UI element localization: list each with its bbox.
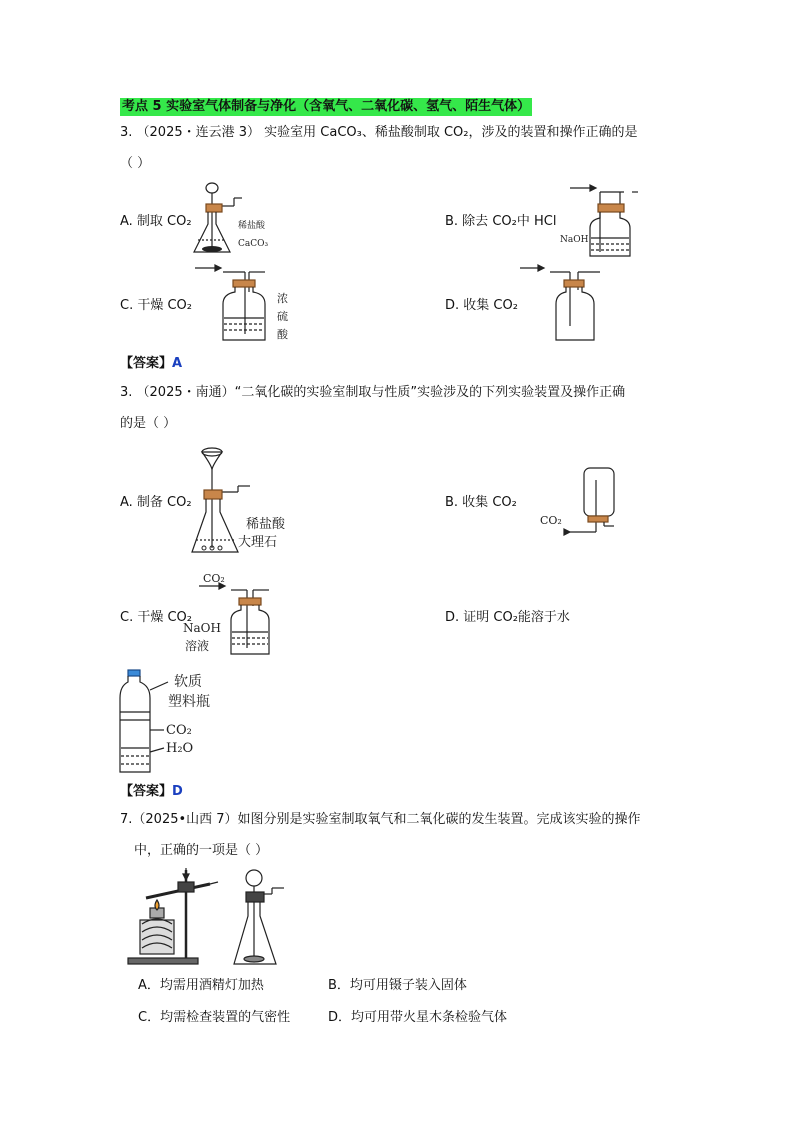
q1-figa-label-caco3: CaCO₃ [238, 239, 269, 249]
q1-figc-label-1: 浓 [277, 292, 288, 305]
q2-figb-label-co2: CO₂ [540, 514, 562, 527]
q2-figd-label-bottle: 塑料瓶 [168, 694, 210, 710]
q3-stem-line1: 7.（2025•山西 7）如图分别是实验室制取氧气和二氧化碳的发生装置。完成该实验的操作 [120, 812, 641, 827]
q1-figa-label-acid: 稀盐酸 [238, 221, 266, 231]
q2-stem-line2: 的是（ ） [120, 416, 177, 431]
q1-stem-line1: 3. （2025・连云港 3） 实验室用 CaCO₃、稀盐酸制取 CO₂，涉及的装置和操作正确的是 [120, 125, 638, 140]
q1-figb-label-naoh: NaOH [560, 235, 589, 245]
q2-answer [120, 780, 183, 799]
q1-figure-d-bottle [520, 262, 610, 344]
q3-option-b: B．均可用镊子装入固体 [328, 978, 467, 993]
q1-figure-c-bottle [195, 262, 305, 344]
q2-option-b: B. 收集 CO₂ [445, 495, 517, 510]
q1-answer [120, 352, 182, 371]
q2-figure-c-bottle [183, 570, 305, 660]
q1-option-c: C. 干燥 CO₂ [120, 298, 192, 313]
q2-figc-label-naoh: NaOH [183, 621, 221, 635]
q1-answer-tag: 【答案】 [120, 356, 173, 371]
q1-option-a: A. 制取 CO₂ [120, 214, 192, 229]
q1-option-d: D. 收集 CO₂ [445, 298, 518, 313]
q2-figure-a-flask [190, 440, 300, 560]
q2-figure-b-bottle [540, 466, 630, 538]
q2-answer-tag: 【答案】 [120, 784, 173, 799]
q2-figure-d-bottle [118, 668, 238, 778]
q3-figure-apparatus [128, 864, 298, 968]
q2-stem-line1: 3. （2025・南通）“二氧化碳的实验室制取与性质”实验涉及的下列实验装置及操作正确 [120, 385, 626, 400]
q2-figd-label-co2: CO₂ [166, 723, 192, 738]
q1-figc-label-3: 酸 [277, 328, 288, 341]
q1-option-b: B. 除去 CO₂中 HCl [445, 214, 557, 229]
q2-figc-label-co2: CO₂ [203, 572, 225, 585]
q3-option-a: A．均需用酒精灯加热 [138, 978, 264, 993]
q1-answer-value: A [172, 356, 183, 371]
q2-figa-label-acid: 稀盐酸 [246, 517, 286, 532]
q2-figd-label-soft: 软质 [174, 674, 202, 690]
q2-option-a: A. 制备 CO₂ [120, 495, 192, 510]
q3-stem-line2: 中，正确的一项是（ ） [134, 843, 269, 858]
q2-option-d: D. 证明 CO₂能溶于水 [445, 610, 570, 625]
q2-figd-label-h2o: H₂O [166, 741, 194, 756]
q3-option-c: C．均需检查装置的气密性 [138, 1010, 291, 1025]
q2-answer-value: D [172, 784, 183, 799]
q2-figc-label-solution: 溶液 [185, 639, 210, 653]
q1-figure-a-flask [190, 178, 280, 258]
section-heading: 考点 5 实验室气体制备与净化（含氧气、二氧化碳、氢气、陌生气体） [122, 99, 531, 114]
q1-figc-label-2: 硫 [277, 310, 288, 323]
q2-figa-label-marble: 大理石 [238, 535, 278, 550]
q1-figure-b-bottle [560, 182, 650, 262]
q3-option-d: D．均可用带火星木条检验气体 [328, 1010, 508, 1025]
q1-stem-line2: （ ） [120, 156, 151, 171]
q2-option-c: C. 干燥 CO₂ [120, 610, 192, 625]
